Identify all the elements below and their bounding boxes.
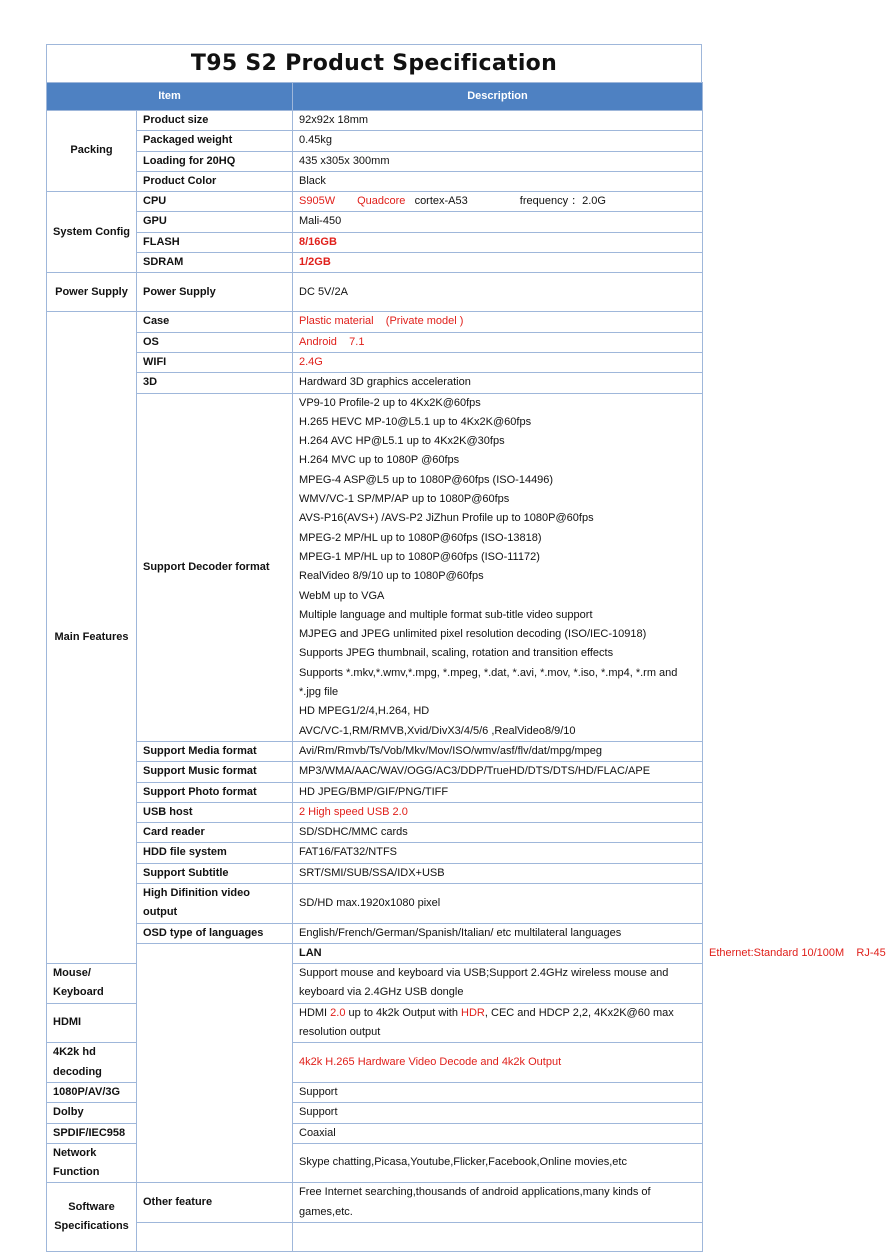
row-item: GPU (137, 212, 293, 232)
row-desc: 0.45kg (293, 131, 703, 151)
table-row (47, 782, 703, 802)
mouse-line: Support mouse and keyboard via USB;Support 2.4GHz wireless mouse and (299, 967, 669, 980)
row-item: WIFI (137, 352, 293, 372)
row-item-empty (137, 1223, 293, 1252)
row-item: Power Supply (137, 273, 293, 312)
row-item: Card reader (137, 823, 293, 843)
decoder-line: *.jpg file (299, 686, 339, 699)
cpu-model: S905W (299, 195, 336, 208)
table-row (47, 823, 703, 843)
row-desc (293, 393, 703, 741)
table-row: LAN Ethernet:Standard 10/100M RJ-45 (47, 943, 703, 963)
decoder-line: MPEG-1 MP/HL up to 1080P@60fps (ISO-11172) (299, 550, 540, 563)
row-desc: Avi/Rm/Rmvb/Ts/Vob/Mkv/Mov/ISO/wmv/asf/flv/dat/mpg/mpeg (293, 741, 703, 761)
decoder-line: WebM up to VGA (299, 589, 385, 602)
table-row (47, 253, 703, 273)
row-desc (293, 1183, 703, 1223)
row-item: Loading for 20HQ (137, 151, 293, 171)
hdmi-text: up to 4k2k Output with (345, 1006, 462, 1019)
cpu-arch: cortex-A53 (414, 195, 468, 208)
row-desc: 4k2k H.265 Hardware Video Decode and 4k2k Output (293, 1043, 703, 1083)
table-row (47, 1183, 703, 1223)
hdmi-line: resolution output (299, 1026, 381, 1039)
row-item: Network Function (47, 1143, 137, 1183)
hdmi-line (299, 1004, 696, 1023)
row-item: Support Decoder format (137, 393, 293, 741)
row-desc: Support (293, 1103, 703, 1123)
table-row (47, 883, 703, 923)
decoder-line: VP9-10 Profile-2 up to 4Kx2K@60fps (299, 396, 481, 409)
row-item: Mouse/ Keyboard (47, 964, 137, 1004)
row-desc: 92x92x 18mm (293, 111, 703, 131)
row-item: Dolby (47, 1103, 137, 1123)
spec-sheet (46, 44, 886, 1252)
row-item: SDRAM (137, 253, 293, 273)
row-desc: Android 7.1 (293, 332, 703, 352)
group-blank (137, 943, 293, 1183)
hdmi-version: 2.0 (330, 1006, 346, 1019)
spec-table (46, 82, 886, 1252)
row-item: Support Media format (137, 741, 293, 761)
table-row (47, 373, 703, 393)
table-row (47, 312, 703, 332)
header-description: Description (293, 83, 703, 111)
table-header (47, 83, 703, 111)
row-item: HDD file system (137, 843, 293, 863)
row-desc: SD/SDHC/MMC cards (293, 823, 703, 843)
row-item: Packaged weight (137, 131, 293, 151)
decoder-line: WMV/VC-1 SP/MP/AP up to 1080P@60fps (299, 493, 510, 506)
table-row (47, 273, 703, 312)
table-row (47, 131, 703, 151)
decoder-line: Supports *.mkv,*.wmv,*.mpg, *.mpeg, *.dat, *.avi, *.mov, *.iso, *.mp4, *.rm and (299, 666, 678, 679)
row-desc: Plastic material (Private model ) (293, 312, 703, 332)
table-row (47, 212, 703, 232)
row-desc: English/French/German/Spanish/Italian/ etc multilateral languages (293, 923, 703, 943)
row-desc: 435 x305x 300mm (293, 151, 703, 171)
row-desc: SRT/SMI/SUB/SSA/IDX+USB (293, 863, 703, 883)
header-item: Item (47, 83, 293, 111)
row-item: Case (137, 312, 293, 332)
hdmi-hdr: HDR (461, 1006, 485, 1019)
row-desc (293, 192, 703, 212)
row-item: Support Photo format (137, 782, 293, 802)
decoder-line: HD MPEG1/2/4,H.264, HD (299, 705, 430, 718)
row-desc: SD/HD max.1920x1080 pixel (293, 883, 703, 923)
row-desc: MP3/WMA/AAC/WAV/OGG/AC3/DDP/TrueHD/DTS/DTS/HD/FLAC/APE (293, 762, 703, 782)
row-item: Product Color (137, 171, 293, 191)
table-row (47, 1223, 703, 1252)
table-row (47, 111, 703, 131)
row-desc: 1/2GB (293, 253, 703, 273)
decoder-line: H.265 HEVC MP-10@L5.1 up to 4Kx2K@60fps (299, 415, 532, 428)
group-system: System Config (47, 192, 137, 273)
row-item: Product size (137, 111, 293, 131)
group-power: Power Supply (47, 273, 137, 312)
table-row (47, 393, 703, 741)
table-row (47, 352, 703, 372)
decoder-line: Supports JPEG thumbnail, scaling, rotation and transition effects (299, 647, 614, 660)
row-item: CPU (137, 192, 293, 212)
decoder-line: H.264 MVC up to 1080P @60fps (299, 454, 460, 467)
row-item: High Difinition video output (137, 883, 293, 923)
row-item: FLASH (137, 232, 293, 252)
row-desc: Coaxial (293, 1123, 703, 1143)
page-title: T95 S2 Product Specification (46, 44, 702, 82)
other-line: Free Internet searching,thousands of android applications,many kinds of (299, 1186, 651, 1199)
row-desc: Hardward 3D graphics acceleration (293, 373, 703, 393)
row-item: Other feature (137, 1183, 293, 1223)
row-desc: 2.4G (293, 352, 703, 372)
table-row (47, 762, 703, 782)
table-row (47, 802, 703, 822)
decoder-line: AVC/VC-1,RM/RMVB,Xvid/DivX3/4/5/6 ,RealVideo8/9/10 (299, 724, 576, 737)
table-row (47, 843, 703, 863)
table-row (47, 332, 703, 352)
table-row (47, 923, 703, 943)
row-item: LAN (293, 943, 703, 963)
row-desc: 8/16GB (293, 232, 703, 252)
row-item: 4K2k hd decoding (47, 1043, 137, 1083)
hdmi-text: HDMI (299, 1006, 331, 1019)
row-desc: Mali-450 (293, 212, 703, 232)
group-main: Main Features (47, 312, 137, 964)
row-item: Support Subtitle (137, 863, 293, 883)
row-item: Support Music format (137, 762, 293, 782)
row-item: HDMI (47, 1003, 137, 1043)
row-desc (293, 1003, 703, 1043)
row-desc: HD JPEG/BMP/GIF/PNG/TIFF (293, 782, 703, 802)
row-item: SPDIF/IEC958 (47, 1123, 137, 1143)
table-row (47, 151, 703, 171)
group-packing: Packing (47, 111, 137, 192)
row-desc: Support (293, 1082, 703, 1102)
row-desc-empty (293, 1223, 703, 1252)
cpu-cores: Quadcore (357, 195, 406, 208)
mouse-line: keyboard via 2.4GHz USB dongle (299, 986, 464, 999)
row-item: OSD type of languages (137, 923, 293, 943)
row-desc: 2 High speed USB 2.0 (293, 802, 703, 822)
other-line: games,etc. (299, 1205, 353, 1218)
decoder-line: MPEG-4 ASP@L5 up to 1080P@60fps (ISO-14496) (299, 473, 554, 486)
cpu-frequency: frequency ：2.0G (519, 195, 606, 208)
row-item: 3D (137, 373, 293, 393)
decoder-line: Multiple language and multiple format sub-title video support (299, 608, 593, 621)
table-row (47, 741, 703, 761)
group-software: Software Specifications (47, 1183, 137, 1252)
table-row (47, 171, 703, 191)
decoder-line: H.264 AVC HP@L5.1 up to 4Kx2K@30fps (299, 435, 505, 448)
table-row (47, 232, 703, 252)
row-item: OS (137, 332, 293, 352)
decoder-line: MJPEG and JPEG unlimited pixel resolution decoding (ISO/IEC-10918) (299, 628, 647, 641)
row-desc (293, 964, 703, 1004)
row-desc: DC 5V/2A (293, 273, 703, 312)
row-desc: FAT16/FAT32/NTFS (293, 843, 703, 863)
hdmi-text: , CEC and HDCP 2,2, 4Kx2K@60 max (484, 1006, 674, 1019)
table-row (47, 192, 703, 212)
decoder-line: MPEG-2 MP/HL up to 1080P@60fps (ISO-13818) (299, 531, 542, 544)
row-desc: Skype chatting,Picasa,Youtube,Flicker,Facebook,Online movies,etc (293, 1143, 703, 1183)
decoder-line: AVS-P16(AVS+) /AVS-P2 JiZhun Profile up to 1080P@60fps (299, 512, 594, 525)
row-item: USB host (137, 802, 293, 822)
decoder-line: RealVideo 8/9/10 up to 1080P@60fps (299, 570, 484, 583)
table-row (47, 863, 703, 883)
row-item: 1080P/AV/3G (47, 1082, 137, 1102)
row-desc: Black (293, 171, 703, 191)
